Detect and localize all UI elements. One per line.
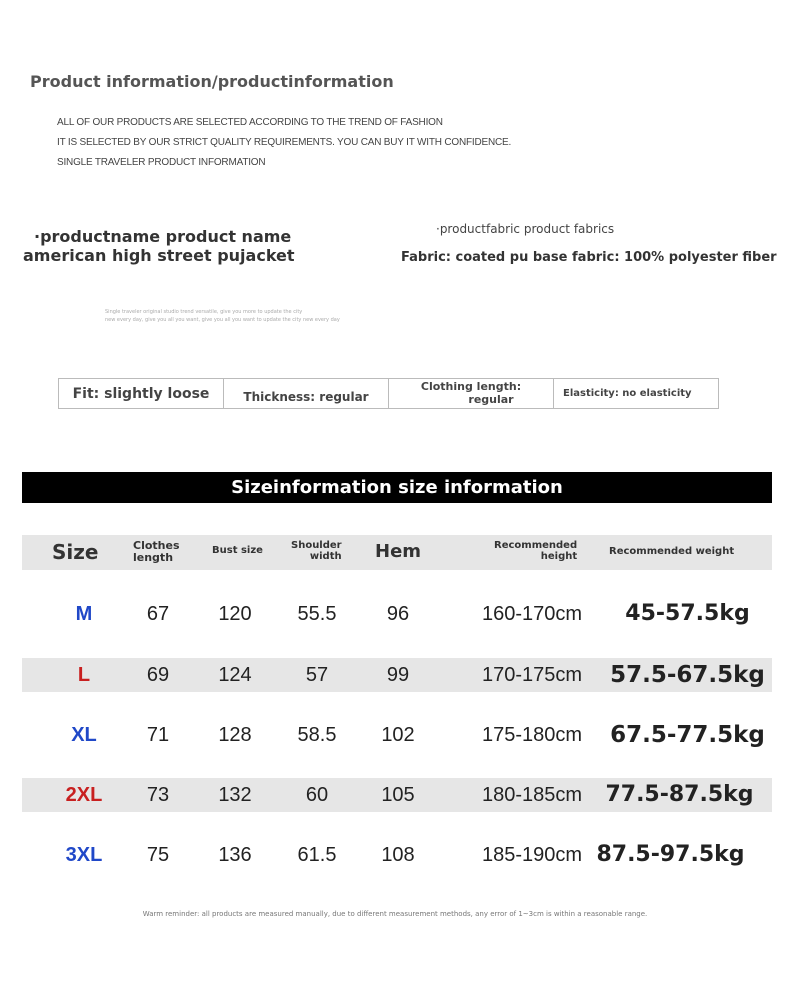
hem-cell: 96 xyxy=(386,603,410,625)
header-shoulder-line2: width xyxy=(309,550,342,562)
size-cell: M xyxy=(75,603,93,625)
thickness-cell: Thickness: regular xyxy=(224,379,389,408)
header-size: Size xyxy=(52,540,99,564)
length-cell: 75 xyxy=(146,844,170,866)
clothing-length-label: Clothing length: xyxy=(420,380,522,394)
weight-cell: 45-57.5kg xyxy=(625,601,750,626)
height-cell: 185-190cm xyxy=(481,844,583,866)
size-table-header xyxy=(22,535,772,570)
weight-cell: 67.5-77.5kg xyxy=(610,722,765,748)
bust-cell: 136 xyxy=(218,844,252,866)
intro-line: IT IS SELECTED BY OUR STRICT QUALITY REQUIREMENTS. YOU CAN BUY IT WITH CONFIDENCE. xyxy=(57,137,512,148)
weight-cell: 77.5-87.5kg xyxy=(605,782,754,807)
bust-cell: 128 xyxy=(218,724,252,746)
size-cell: 3XL xyxy=(65,844,103,866)
clothing-length-cell xyxy=(389,379,554,408)
fine-print-line: Single traveler original studio trend versatile, give you more to update the city xyxy=(105,309,303,315)
header-shoulder xyxy=(291,541,342,562)
size-row-3xl xyxy=(22,838,772,872)
header-bust: Bust size xyxy=(212,545,263,556)
length-cell: 71 xyxy=(146,724,170,746)
product-fabric-label: ·productfabric product fabrics xyxy=(436,222,615,236)
height-cell: 180-185cm xyxy=(481,784,583,806)
hem-cell: 102 xyxy=(381,724,415,746)
weight-cell: 87.5-97.5kg xyxy=(596,842,745,867)
header-height-line1: Recommended xyxy=(494,540,578,551)
shoulder-cell: 57 xyxy=(305,664,329,686)
length-cell: 69 xyxy=(146,664,170,686)
product-name-value: american high street pujacket xyxy=(23,246,295,265)
header-shoulder-line1: Shoulder xyxy=(291,540,342,551)
fit-attributes-table xyxy=(58,378,719,409)
product-name-label: ·productname product name xyxy=(34,227,292,246)
header-height xyxy=(494,541,577,562)
elasticity-cell: Elasticity: no elasticity xyxy=(563,388,692,399)
hem-cell: 105 xyxy=(381,784,415,806)
page-title: Product information/productinformation xyxy=(30,72,394,91)
header-height-line2: height xyxy=(540,550,578,562)
size-information-banner: Sizeinformation size information xyxy=(22,472,772,503)
size-row-l xyxy=(22,658,772,692)
shoulder-cell: 61.5 xyxy=(297,844,337,866)
fit-cell: Fit: slightly loose xyxy=(59,379,224,408)
shoulder-cell: 55.5 xyxy=(297,603,337,625)
header-weight: Recommended weight xyxy=(609,546,735,557)
weight-cell: 57.5-67.5kg xyxy=(610,662,765,688)
length-cell: 73 xyxy=(146,784,170,806)
header-clothes-length xyxy=(133,540,180,563)
size-row-2xl xyxy=(22,778,772,812)
fine-print-line: new every day, give you all you want, give you all you want to update the city new every day xyxy=(105,317,340,323)
header-clothes-length-line2: length xyxy=(133,550,174,564)
size-cell: L xyxy=(77,664,91,686)
length-cell: 67 xyxy=(146,603,170,625)
bust-cell: 124 xyxy=(218,664,252,686)
bust-cell: 132 xyxy=(218,784,252,806)
shoulder-cell: 60 xyxy=(305,784,329,806)
size-row-xl xyxy=(22,718,772,752)
height-cell: 170-175cm xyxy=(481,664,583,686)
header-clothes-length-line1: Clothes xyxy=(133,539,180,552)
bust-cell: 120 xyxy=(218,603,252,625)
hem-cell: 108 xyxy=(381,844,415,866)
size-row-m xyxy=(22,597,772,631)
shoulder-cell: 58.5 xyxy=(297,724,337,746)
clothing-length-value: regular xyxy=(468,392,514,406)
intro-line: SINGLE TRAVELER PRODUCT INFORMATION xyxy=(57,157,266,168)
size-cell: 2XL xyxy=(65,784,103,806)
warm-reminder: Warm reminder: all products are measured manually, due to different measurement methods, any error of 1~3cm is within a reasonable range. xyxy=(142,910,648,918)
height-cell: 160-170cm xyxy=(481,603,583,625)
intro-line: ALL OF OUR PRODUCTS ARE SELECTED ACCORDING TO THE TREND OF FASHION xyxy=(57,117,443,128)
height-cell: 175-180cm xyxy=(481,724,583,746)
product-fabric-value: Fabric: coated pu base fabric: 100% polyester fiber xyxy=(401,250,777,265)
size-cell: XL xyxy=(71,724,97,746)
header-hem: Hem xyxy=(375,541,422,562)
hem-cell: 99 xyxy=(386,664,410,686)
